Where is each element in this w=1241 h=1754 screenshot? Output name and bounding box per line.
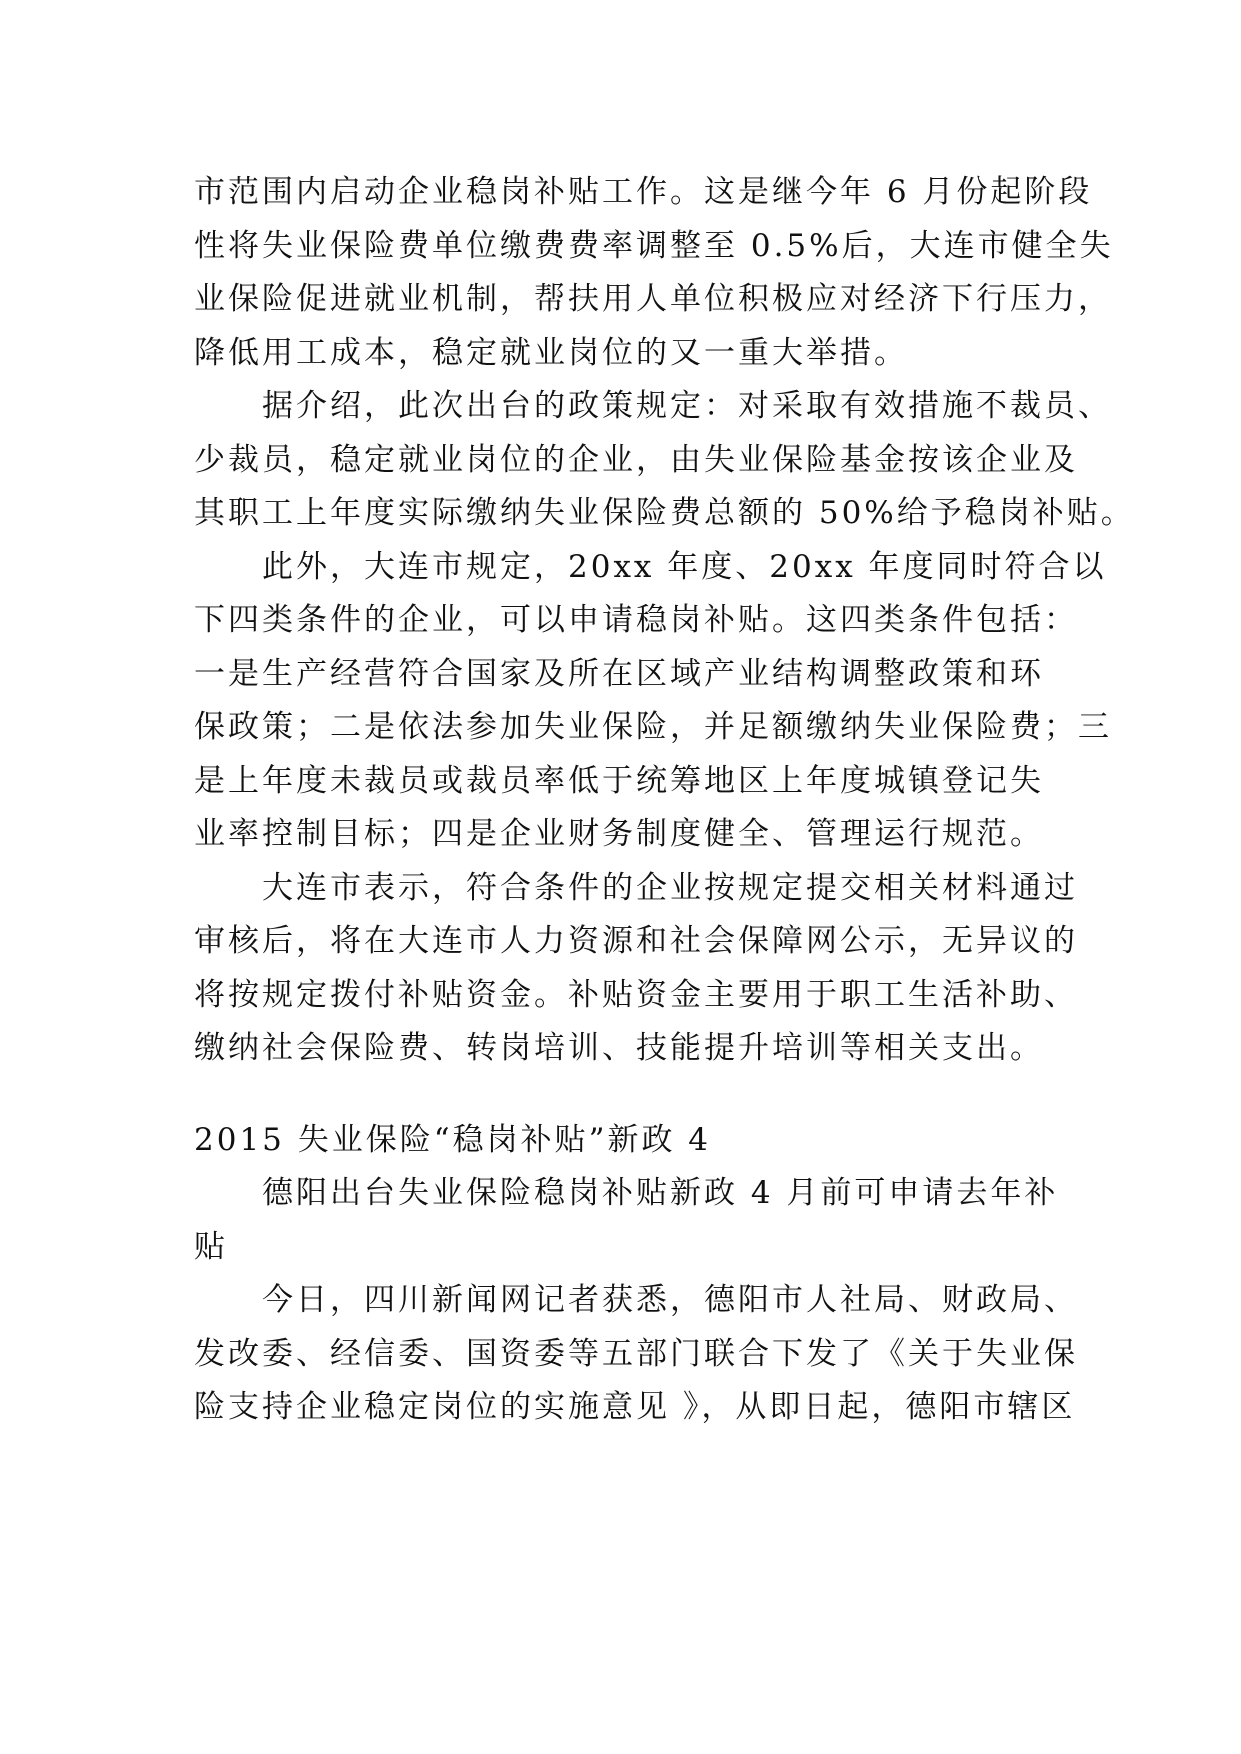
text-line: 将按规定拨付补贴资金。补贴资金主要用于职工生活补助、 [194,976,1078,1013]
text-line: 缴纳社会保险费、转岗培训、技能提升培训等相关支出。 [194,1030,1044,1066]
text-line: 保政策；二是依法参加失业保险，并足额缴纳失业保险费；三 [194,709,1112,745]
text-line: 少裁员，稳定就业岗位的企业，由失业保险基金按该企业及 [194,441,1078,478]
text-line: 市范围内启动企业稳岗补贴工作。这是继今年 6 月份起阶段 [194,174,1093,210]
text-line: 降低用工成本，稳定就业岗位的又一重大举措。 [194,334,908,371]
section-gap [194,1076,1084,1114]
text-line: 其职工上年度实际缴纳失业保险费总额的 50%给予稳岗补贴。 [194,495,1135,531]
paragraph-start-line: 今日，四川新闻网记者获悉，德阳市人社局、财政局、 [262,1282,1078,1318]
text-line: 下四类条件的企业，可以申请稳岗补贴。这四类条件包括： [194,602,1078,638]
text-line: 发改委、经信委、国资委等五部门联合下发了《关于失业保 [194,1335,1078,1372]
paragraph-start-line: 据介绍，此次出台的政策规定：对采取有效措施不裁员、 [262,388,1112,424]
section-heading: 2015 失业保险“稳岗补贴”新政 4 [194,1121,712,1158]
text-line: 性将失业保险费单位缴费费率调整至 0.5%后，大连市健全失 [194,227,1114,264]
document-body [194,166,1135,1435]
text-line: 业保险促进就业机制，帮扶用人单位积极应对经济下行压力， [194,281,1112,317]
paragraph-start-line: 德阳出台失业保险稳岗补贴新政 4 月前可申请去年补 [262,1175,1059,1211]
text-line: 审核后，将在大连市人力资源和社会保障网公示，无异议的 [194,923,1078,959]
text-line: 一是生产经营符合国家及所在区域产业结构调整政策和环 [194,655,1044,692]
paragraph-start-line: 此外，大连市规定，20xx 年度、20xx 年度同时符合以 [262,548,1107,585]
text-line: 业率控制目标；四是企业财务制度健全、管理运行规范。 [194,816,1044,852]
text-line: 是上年度未裁员或裁员率低于统筹地区上年度城镇登记失 [194,762,1044,799]
text-line: 险支持企业稳定岗位的实施意见 》，从即日起，德阳市辖区 [194,1389,1076,1425]
paragraph-start-line: 大连市表示，符合条件的企业按规定提交相关材料通过 [262,869,1078,906]
text-line: 贴 [194,1228,228,1265]
